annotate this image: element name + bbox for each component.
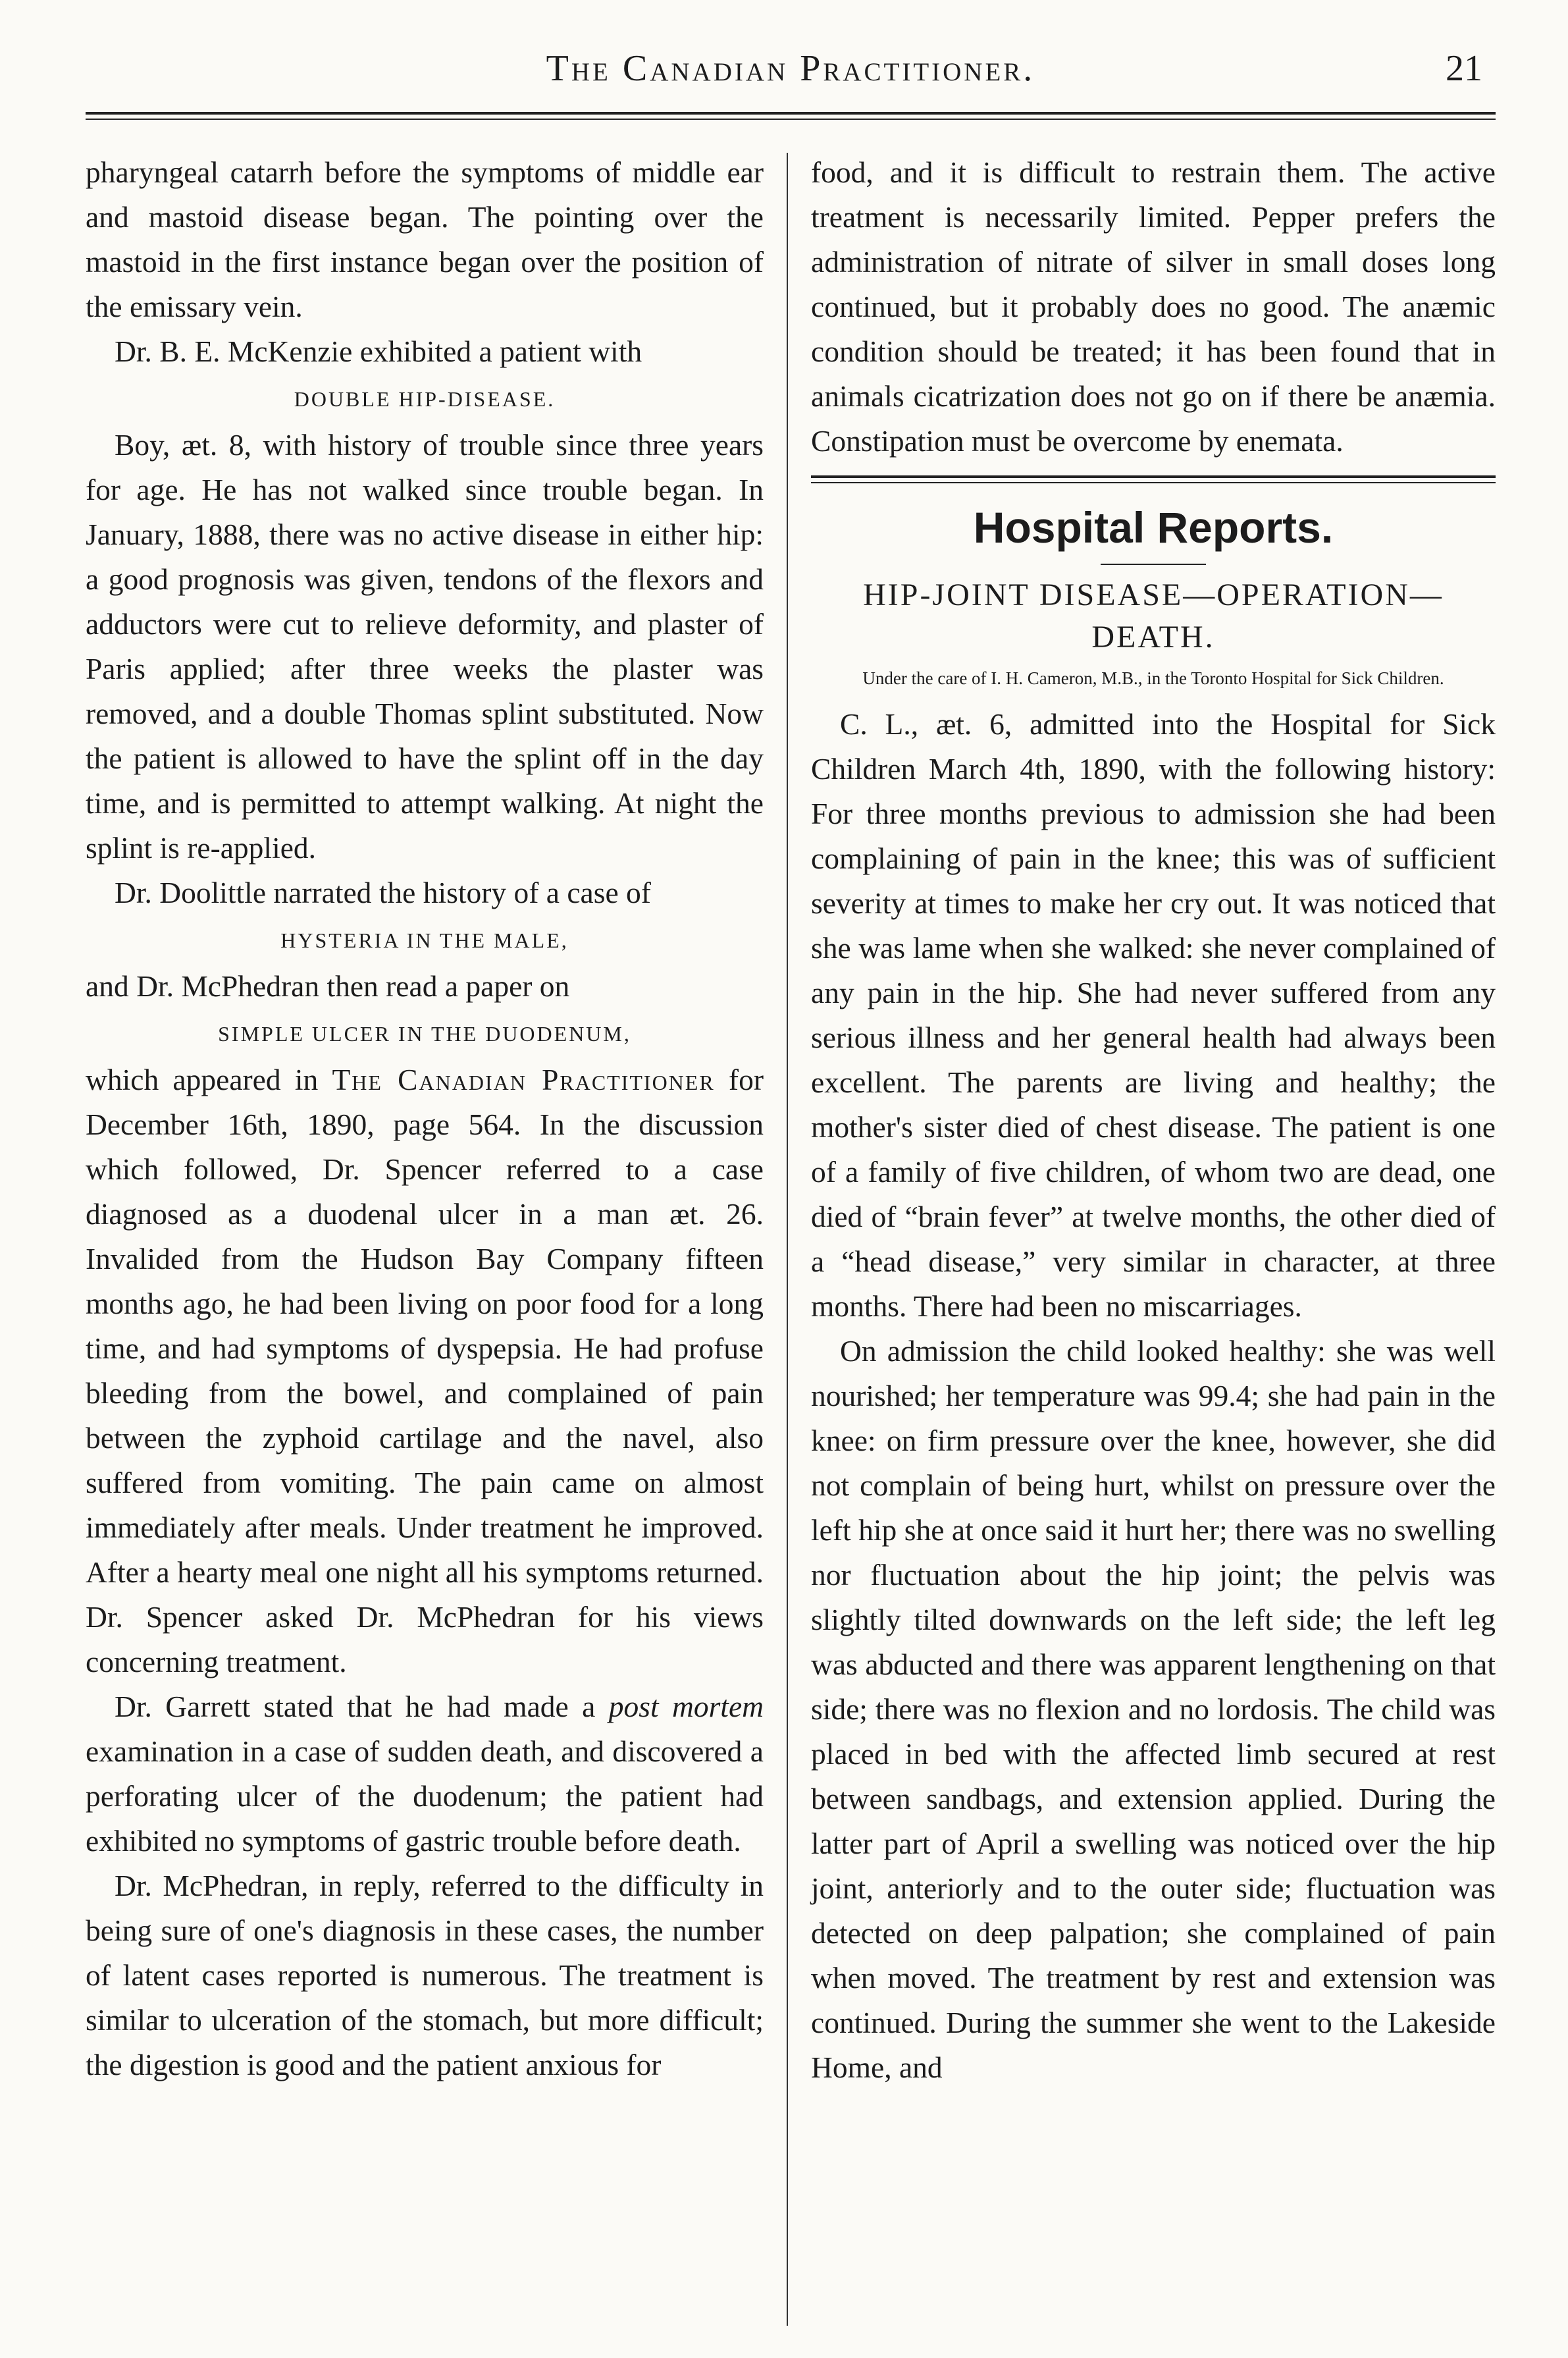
paragraph: Dr. B. E. McKenzie exhibited a patient with	[115, 335, 642, 368]
paragraph: Dr. McPhedran, in reply, referred to the difficulty in being sure of one's diagnosis in these cases, the number of latent cases reported is numerous. The treatment is similar to ulceration of the stomach, but more difficult; the digestion is good and the patient anxious for	[86, 1869, 764, 2081]
paragraph: Dr. Doolittle narrated the history of a case of	[115, 876, 651, 909]
paragraph: Boy, æt. 8, with history of trouble since three years for age. He has not walked since trouble began. In January, 1888, there was no active disease in either hip: a good prognosis was given, tendons of the flexors and adductors were cut to relieve deformity, and plaster of Paris applied; after three weeks the plaster was removed, and a double Thomas splint substituted. Now the patient is allowed to have the splint off in the day time, and is permitted to attempt walking. At night the splint is re-applied.	[86, 428, 764, 865]
paragraph: pharyngeal catarrh before the symptoms of middle ear and mastoid disease began. The pointing over the mastoid in the first instance began over the position of the emissary vein.	[86, 155, 764, 323]
short-divider	[1101, 564, 1206, 565]
paragraph	[86, 1684, 764, 1863]
report-heading: HIP-JOINT DISEASE—OPERATION—DEATH.	[863, 577, 1444, 655]
paragraph: food, and it is difficult to restrain them. The active treatment is necessarily limited. Pepper prefers the administration of nitrate of silver in small doses long continued, but it probably does no good. The anæmic condition should be treated; it has been found that in animals cicatrization does not go on if there be anæmia. Constipation must be overcome by enemata.	[811, 155, 1496, 458]
case-heading-hysteria: HYSTERIA IN THE MALE,	[280, 928, 569, 952]
right-column	[811, 150, 1496, 2090]
case-heading-duodenal-ulcer: SIMPLE ULCER IN THE DUODENUM,	[218, 1022, 631, 1046]
case-heading-double-hip-disease: DOUBLE HIP-DISEASE.	[294, 387, 556, 411]
section-rule-thick	[811, 475, 1496, 478]
italic-term: post mortem	[608, 1690, 764, 1723]
header-rule-thin	[86, 119, 1496, 120]
header-rule-thick	[86, 112, 1496, 115]
paragraph: C. L., æt. 6, admitted into the Hospital for Sick Children March 4th, 1890, with the following history: For three months previous to admission she had been complaining of pain in the knee; this was of sufficient severity at times to make her cry out. It was noticed that she was lame when she walked: she never complained of any pain in the hip. She had never suffered from any serious illness and her general health had always been excellent. The parents are living and healthy; the mother's sister died of chest disease. The patient is one of a family of five children, of whom two are dead, one died of “brain fever” at twelve months, the other died of a “head disease,” very similar in character, at three months. There had been no miscarriages.	[811, 707, 1496, 1323]
text-run: which appeared in	[86, 1063, 332, 1096]
running-title: The Canadian Practitioner.	[546, 48, 1035, 89]
section-rule-thin	[811, 482, 1496, 483]
journal-name: The Canadian Practitioner	[332, 1063, 715, 1096]
text-run: for December 16th, 1890, page 564. In the discussion which followed, Dr. Spencer referred to a case diagnosed as a duodenal ulcer in a man æt. 26. Invalided from the Hudson Bay Company fifteen months ago, he had been living on poor food for a long time, and had symptoms of dyspepsia. He had profuse bleeding from the bowel, and complained of pain between the zyphoid cartilage and the navel, also suffered from vomiting. The pain came on almost immediately after meals. Under treatment he improved. After a hearty meal one night all his symptoms returned. Dr. Spencer asked Dr. McPhedran for his views concerning treatment.	[86, 1063, 764, 1678]
text-run: examination in a case of sudden death, and discovered a perforating ulcer of the duodenum; the patient had exhibited no symptoms of gastric trouble before death.	[86, 1734, 764, 1858]
left-column	[86, 150, 764, 2087]
text-run: Dr. Garrett stated that he had made a	[115, 1690, 609, 1723]
paragraph: and Dr. McPhedran then read a paper on	[86, 969, 570, 1003]
section-title: Hospital Reports.	[973, 503, 1334, 552]
paragraph	[86, 1058, 764, 1684]
report-byline: Under the care of I. H. Cameron, M.B., in the Toronto Hospital for Sick Children.	[862, 668, 1444, 688]
column-divider	[787, 153, 788, 2326]
page-number: 21	[1446, 48, 1482, 89]
page-header	[86, 40, 1496, 105]
paragraph: On admission the child looked healthy: she was well nourished; her temperature was 99.4; she had pain in the knee: on firm pressure over the knee, however, she did not complain of being hurt, whilst on pressure over the left hip she at once said it hurt her; there was no swelling nor fluctuation about the hip joint; the pelvis was slightly tilted downwards on the left side; the left leg was abducted and there was apparent lengthening on that side; there was no flexion and no lordosis. The child was placed in bed with the affected limb secured at rest between sandbags, and extension applied. During the latter part of April a swelling was noticed over the hip joint, anteriorly and to the outer side; fluctuation was detected on deep palpation; she complained of pain when moved. The treatment by rest and extension was continued. During the summer she went to the Lakeside Home, and	[811, 1334, 1496, 2084]
